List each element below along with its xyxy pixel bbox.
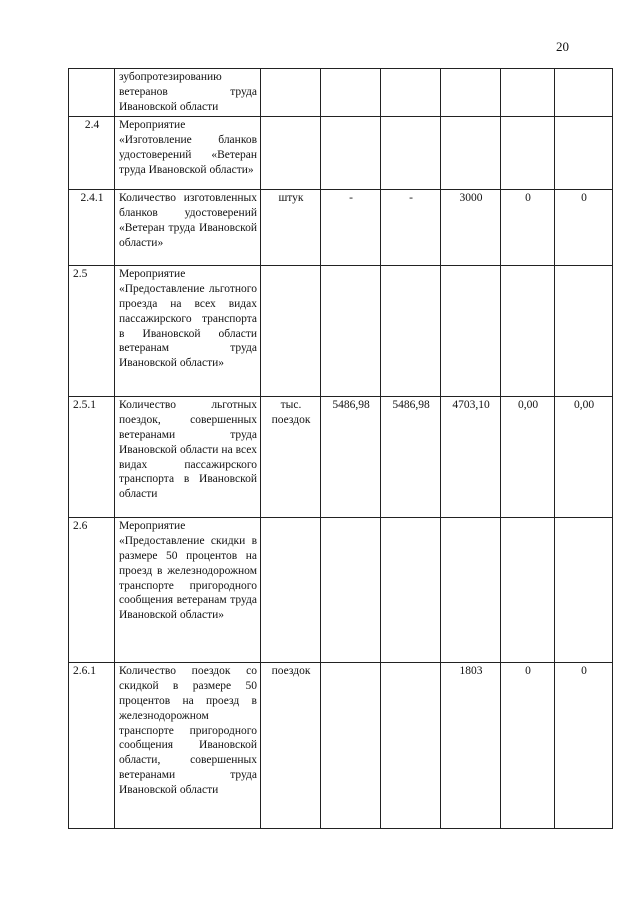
- row-name: Мероприятие «Предоставление льготного проезда на всех видах пассажирского транспорта в Ивановской области ветеранам труда Ивановской области»: [115, 266, 261, 397]
- row-value-1: -: [321, 190, 381, 266]
- row-number: 2.4: [69, 117, 115, 190]
- row-name: Мероприятие «Предоставление скидки в размере 50 процентов на проезд в железнодорожном транспорте пригородного сообщения ветеранам труда Ивановской области»: [115, 518, 261, 663]
- row-value-4: [501, 266, 555, 397]
- table-row: [69, 397, 613, 518]
- row-value-5: [555, 69, 613, 117]
- row-number: [69, 69, 115, 117]
- row-value-2: -: [381, 190, 441, 266]
- row-unit: [261, 69, 321, 117]
- table-row: [69, 117, 613, 190]
- row-value-2: [381, 69, 441, 117]
- row-value-2: [381, 518, 441, 663]
- row-value-5: 0: [555, 190, 613, 266]
- row-value-3: 3000: [441, 190, 501, 266]
- row-unit: поездок: [261, 663, 321, 829]
- indicators-table: [68, 68, 613, 829]
- row-value-3: 4703,10: [441, 397, 501, 518]
- row-name: Количество поездок со скидкой в размере 50 процентов на проезд в железнодорожном транспорте пригородного сообщения Ивановской области, совершенных ветеранами труда Ивановской области: [115, 663, 261, 829]
- row-name: зубопротезированию ветеранов труда Ивановской области: [115, 69, 261, 117]
- row-value-3: [441, 266, 501, 397]
- row-number: 2.5: [69, 266, 115, 397]
- row-value-5: 0,00: [555, 397, 613, 518]
- table-row: [69, 266, 613, 397]
- row-value-1: [321, 266, 381, 397]
- row-value-1: [321, 69, 381, 117]
- row-number: 2.5.1: [69, 397, 115, 518]
- row-unit: [261, 266, 321, 397]
- table-row: [69, 663, 613, 829]
- row-value-1: [321, 518, 381, 663]
- row-value-5: [555, 266, 613, 397]
- row-number: 2.6.1: [69, 663, 115, 829]
- row-value-3: [441, 117, 501, 190]
- table-row: [69, 190, 613, 266]
- table-row: [69, 69, 613, 117]
- row-value-1: 5486,98: [321, 397, 381, 518]
- row-value-5: [555, 117, 613, 190]
- row-value-2: [381, 663, 441, 829]
- row-value-5: 0: [555, 663, 613, 829]
- row-value-3: [441, 69, 501, 117]
- page-number: 20: [556, 39, 569, 54]
- row-value-4: [501, 117, 555, 190]
- row-value-3: 1803: [441, 663, 501, 829]
- row-value-2: 5486,98: [381, 397, 441, 518]
- row-name: Количество изготовленных бланков удостоверений «Ветеран труда Ивановской области»: [115, 190, 261, 266]
- row-value-4: [501, 518, 555, 663]
- row-value-3: [441, 518, 501, 663]
- row-unit: штук: [261, 190, 321, 266]
- row-number: 2.4.1: [69, 190, 115, 266]
- row-value-2: [381, 266, 441, 397]
- row-value-2: [381, 117, 441, 190]
- table-row: [69, 518, 613, 663]
- row-unit: [261, 518, 321, 663]
- row-unit: [261, 117, 321, 190]
- row-value-4: 0: [501, 663, 555, 829]
- row-value-5: [555, 518, 613, 663]
- row-number: 2.6: [69, 518, 115, 663]
- row-value-4: 0,00: [501, 397, 555, 518]
- row-value-4: [501, 69, 555, 117]
- row-name: Количество льготных поездок, совершенных ветеранами труда Ивановской области на всех видах пассажирского транспорта в Ивановской области: [115, 397, 261, 518]
- row-name: Мероприятие «Изготовление бланков удостоверений «Ветеран труда Ивановской области»: [115, 117, 261, 190]
- row-value-1: [321, 117, 381, 190]
- row-value-4: 0: [501, 190, 555, 266]
- row-unit: тыс. поездок: [261, 397, 321, 518]
- row-value-1: [321, 663, 381, 829]
